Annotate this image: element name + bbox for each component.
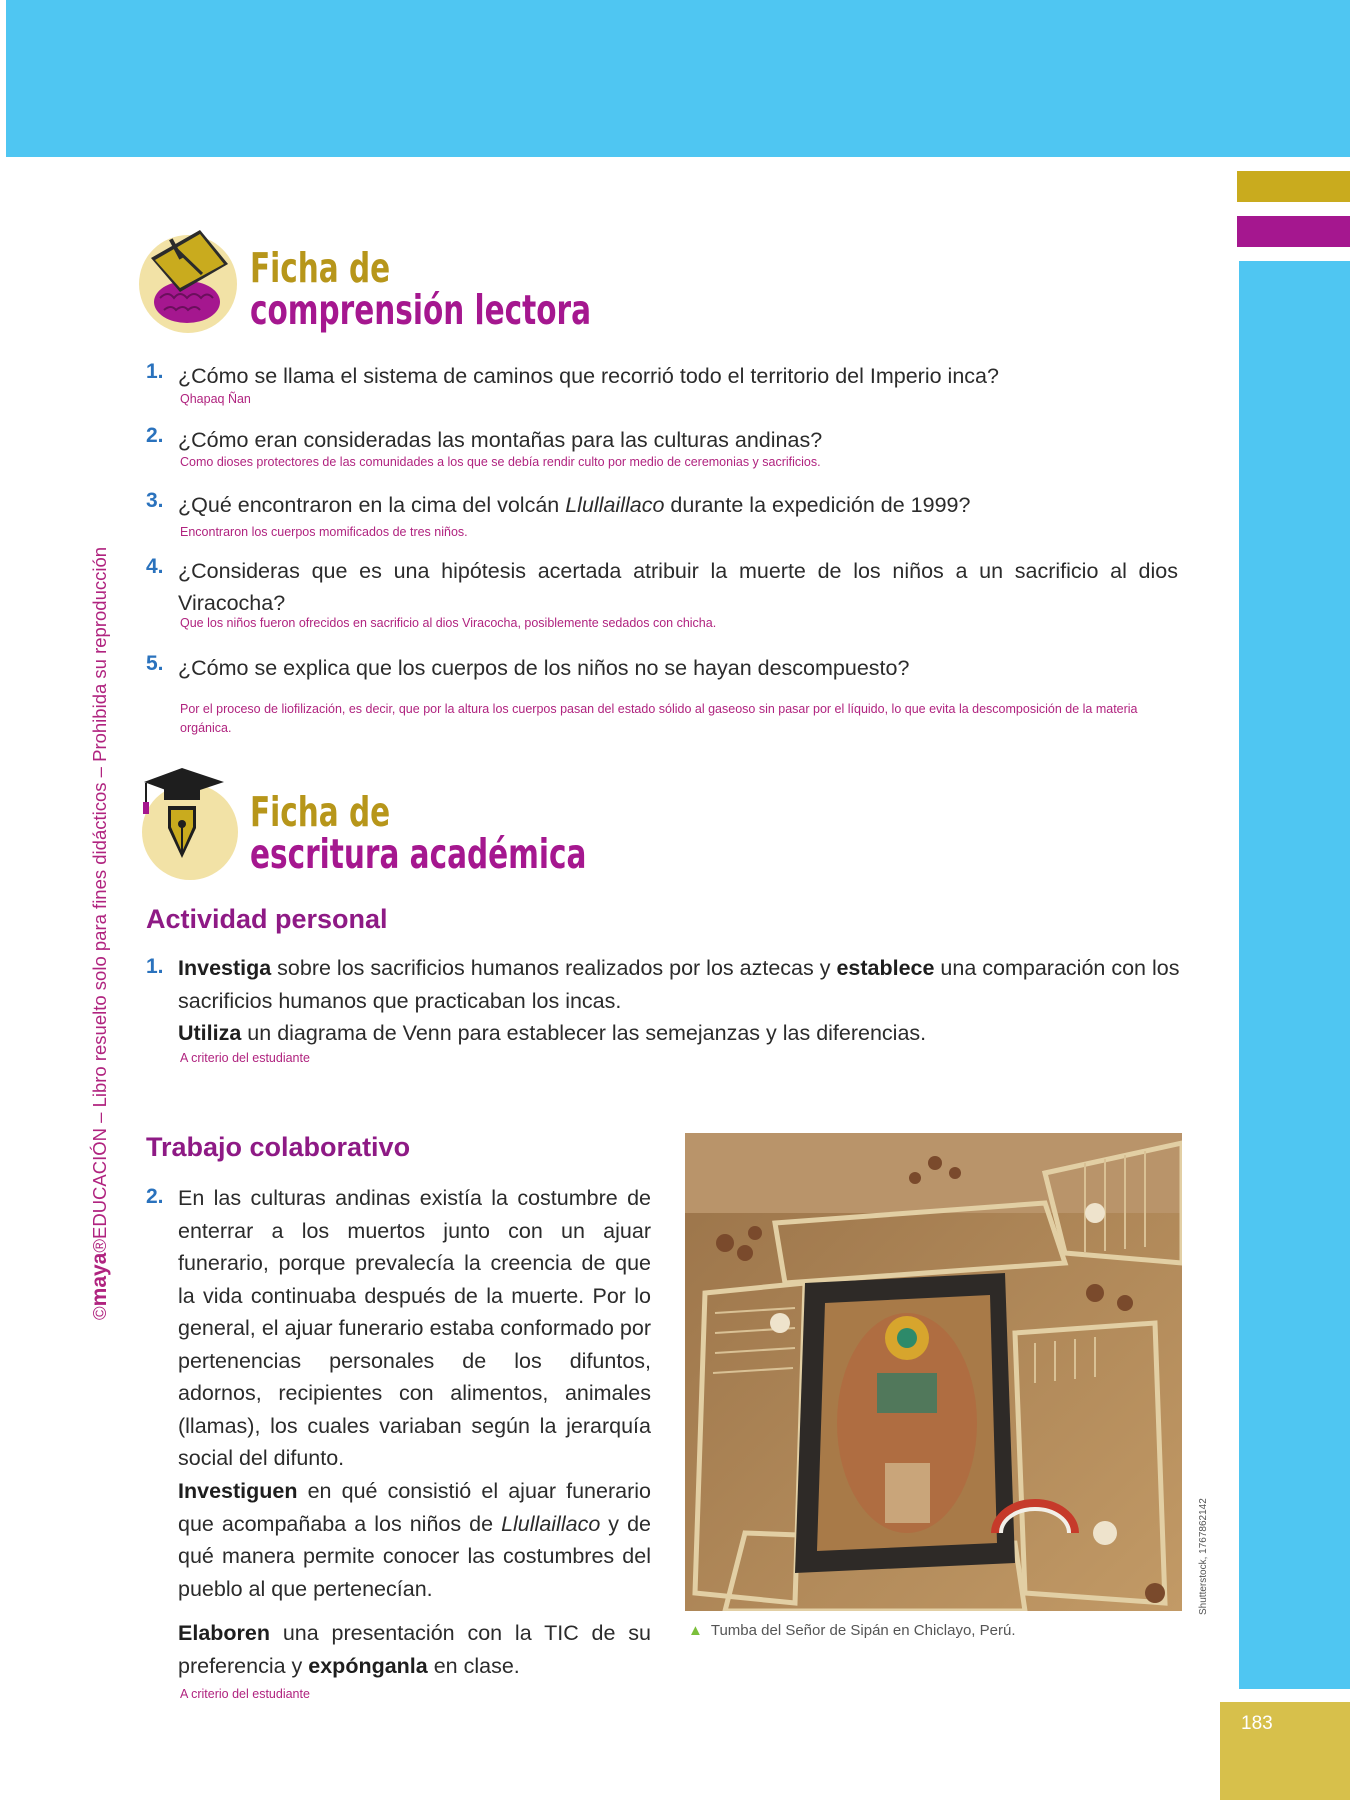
- top-color-band: [0, 0, 1350, 157]
- answer-1: Qhapaq Ñan: [180, 392, 251, 406]
- collaborative-work-heading: Trabajo colaborativo: [146, 1132, 411, 1162]
- collaborative-answer: A criterio del estudiante: [180, 1687, 310, 1701]
- credit-text: EDUCACIÓN – Libro resuelto solo para fines didácticos – Prohibida su reproducción: [89, 546, 110, 1239]
- registered-symbol: ®: [89, 1239, 110, 1253]
- activity-number: 1.: [146, 955, 164, 978]
- caption-triangle-icon: ▲: [688, 1622, 703, 1639]
- collaborative-task-present: Elaboren una presentación con la TIC de su preferencia y expónganla en clase.: [178, 1621, 651, 1678]
- page-number-tab: [1220, 1702, 1350, 1800]
- collaborative-paragraph: En las culturas andinas existía la costumbre de enterrar a los muertos junto con un ajuar funerario, porque prevalecía la creencia de que la vida continuaba después de la muerte. Por lo general, el ajuar funerario estaba conformado por pertenencias personales de los difuntos, adornos, recipientes con alimentos, animales (llamas), los cuales variaban según la jerarquía social del difunto.: [178, 1186, 651, 1470]
- page-number: 183: [1241, 1713, 1273, 1734]
- vertical-copyright-credit: [88, 547, 112, 1320]
- tomb-photo: [685, 1133, 1182, 1611]
- collaborative-task-investigate: Investiguen en qué consistió el ajuar funerario que acompañaba a los niños de Llullaillaco y de qué manera permite conocer las costumbres del pueblo al que pertenecían.: [178, 1479, 651, 1601]
- question-text: ¿Cómo eran consideradas las montañas para las culturas andinas?: [178, 428, 823, 452]
- question-text: ¿Cómo se llama el sistema de caminos que recorrió todo el territorio del Imperio inca?: [178, 364, 999, 388]
- question-text: ¿Qué encontraron en la cima del volcán Llullaillaco durante la expedición de 1999?: [178, 493, 971, 517]
- answer-4: Que los niños fueron ofrecidos en sacrificio al dios Viracocha, posiblemente sedados con chicha.: [180, 616, 717, 630]
- right-color-strip: [1239, 261, 1350, 1689]
- graduation-pen-icon: [134, 766, 244, 882]
- question-number: 3.: [146, 489, 164, 512]
- gold-edge-tab: [1237, 171, 1350, 202]
- photo-caption: ▲ Tumba del Señor de Sipán en Chiclayo, Perú.: [688, 1622, 1016, 1639]
- personal-activity-answer: A criterio del estudiante: [180, 1051, 310, 1065]
- personal-activity-heading: Actividad personal: [146, 904, 388, 934]
- question-number: 5.: [146, 652, 164, 675]
- book-brain-icon: [134, 222, 244, 338]
- answer-3: Encontraron los cuerpos momificados de tres niños.: [180, 525, 468, 539]
- photo-credit: Shutterstock, 176786214​2: [1198, 1498, 1209, 1615]
- activity-number: 2.: [146, 1185, 164, 1208]
- section2-title-line2: escritura académica: [250, 830, 587, 878]
- answer-5: Por el proceso de liofilización, es decir, que por la altura los cuerpos pasan del estado sólido al gaseoso sin pasar por el líquido, lo que evita la descomposición de la materia orgánica.: [180, 702, 1138, 735]
- section1-title-line2: comprensión lectora: [250, 286, 592, 334]
- question-number: 4.: [146, 555, 164, 578]
- answer-2: Como dioses protectores de las comunidades a los que se debía rendir culto por medio de ceremonias y sacrificios.: [180, 455, 821, 469]
- brand-name: maya: [88, 1252, 111, 1307]
- question-number: 2.: [146, 424, 164, 447]
- purple-edge-tab: [1237, 216, 1350, 247]
- personal-activity-text: Investiga sobre los sacrificios humanos realizados por los aztecas y establece una comparación con los sacrificios humanos que practicaban los incas. Utiliza un diagrama de Venn para establecer las semejanzas y las diferencias.: [178, 956, 1180, 1045]
- section1-title-line1: Ficha de: [250, 244, 391, 292]
- question-number: 1.: [146, 360, 164, 383]
- copyright-symbol: ©: [89, 1306, 110, 1320]
- question-text: ¿Cómo se explica que los cuerpos de los niños no se hayan descompuesto?: [178, 656, 910, 680]
- question-text: ¿Consideras que es una hipótesis acertada atribuir la muerte de los niños a un sacrificio al dios Viracocha?: [178, 559, 1178, 615]
- section2-title-line1: Ficha de: [250, 788, 391, 836]
